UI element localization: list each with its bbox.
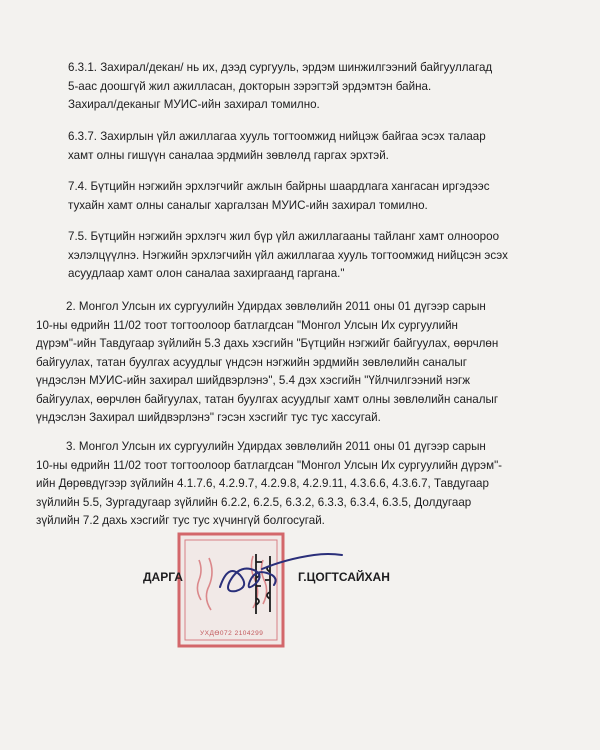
- stamp-code: УХДӨ072 2104299: [200, 630, 264, 637]
- text-line: зүйлийн 7.2 дахь хэсгийг тус тус хүчингүй болгосугай.: [36, 514, 325, 527]
- text-line: тухайн хамт олны саналыг харгалзан МУИС-ийн захирал томилно.: [68, 198, 428, 212]
- text-line: 2. Монгол Улсын их сургуулийн Удирдах зөвлөлийн 2011 оны 01 дүгээр сарын: [66, 300, 486, 313]
- clause-6-3-7: [68, 128, 518, 165]
- text-line: 10-ны өдрийн 11/02 тоот тогтоолоор батлагдсан "Монгол Улсын Их сургуулийн: [36, 318, 458, 332]
- text-line: 5-аас доошгүй жил ажилласан, докторын зэрэгтэй эрдэмтэн байна.: [68, 79, 432, 93]
- text-line: байгуулах, татан буулгах асуудлыг үндсэн нэгжийн эрдмийн зөвлөлийн саналыг: [36, 355, 467, 369]
- text-line: ийн Дөрөвдүгээр зүйлийн 4.1.7.6, 4.2.9.7, 4.2.9.8, 4.2.9.11, 4.3.6.6, 4.3.6.7, Тавдугаар: [36, 477, 489, 490]
- text-line: байгуулах, өөрчлөн байгуулах, татан буулгах асуудлыг хамт олны зөвлөлийн саналыг: [36, 392, 499, 406]
- text-line: 7.4. Бүтцийн нэгжийн эрхлэгчийг ажлын байрны шаардлага хангасан иргэдээс: [68, 180, 490, 193]
- text-line: хэлэлцүүлнэ. Нэгжийн эрхлэгчийн үйл ажиллагаа хууль тогтоомжид нийцсэн эсэх: [68, 248, 508, 262]
- text-line: хамт олны гишүүн саналаа эрдмийн зөвлөлд гаргах эрхтэй.: [68, 148, 389, 162]
- text-line: зүйлийн 5.5, Зургадугаар зүйлийн 6.2.2, 6.2.5, 6.3.2, 6.3.3, 6.3.4, 6.3.5, Долдугаар: [36, 495, 472, 509]
- item-3-paragraph: [36, 438, 536, 531]
- clause-7-4: [68, 178, 518, 215]
- clause-7-5: [68, 228, 518, 284]
- text-line: 6.3.1. Захирал/декан/ нь их, дээд сургууль, эрдэм шинжилгээний байгууллагад: [68, 61, 493, 74]
- text-line: 10-ны өдрийн 11/02 тоот тогтоолоор батлагдсан "Монгол Улсын Их сургуулийн дүрэм"-: [36, 458, 503, 472]
- text-line: 7.5. Бүтцийн нэгжийн эрхлэгч жил бүр үйл ажиллагааны тайланг хамт олноороо: [68, 230, 500, 243]
- text-line: 3. Монгол Улсын их сургуулийн Удирдах зөвлөлийн 2011 оны 01 дүгээр сарын: [66, 440, 486, 453]
- text-line: үндэслэн МУИС-ийн захирал шийдвэрлэнэ", 5.4 дэх хэсгийн "Үйлчилгээний нэгж: [36, 374, 471, 387]
- text-line: асуудлаар хамт олон саналаа захиргаанд гаргана.": [68, 267, 345, 280]
- signatory-name: Г.ЦОГТСАЙХАН: [298, 570, 390, 584]
- clause-6-3-1: [68, 59, 508, 115]
- signatory-title: ДАРГА: [143, 570, 183, 584]
- text-line: Захирал/деканыг МУИС-ийн захирал томилно.: [68, 98, 320, 111]
- text-line: 6.3.7. Захирлын үйл ажиллагаа хууль тогтоомжид нийцэж байгаа эсэх талаар: [68, 130, 486, 143]
- text-line: дүрэм"-ийн Тавдугаар зүйлийн 5.3 дахь хэсгийн "Бүтцийн нэгжийг байгуулах, өөрчлөн: [36, 337, 499, 350]
- item-2-paragraph: [36, 298, 536, 428]
- text-line: үндэслэн Захирал шийдвэрлэнэ" гэсэн хэсгийг тус тус хассугай.: [36, 411, 381, 424]
